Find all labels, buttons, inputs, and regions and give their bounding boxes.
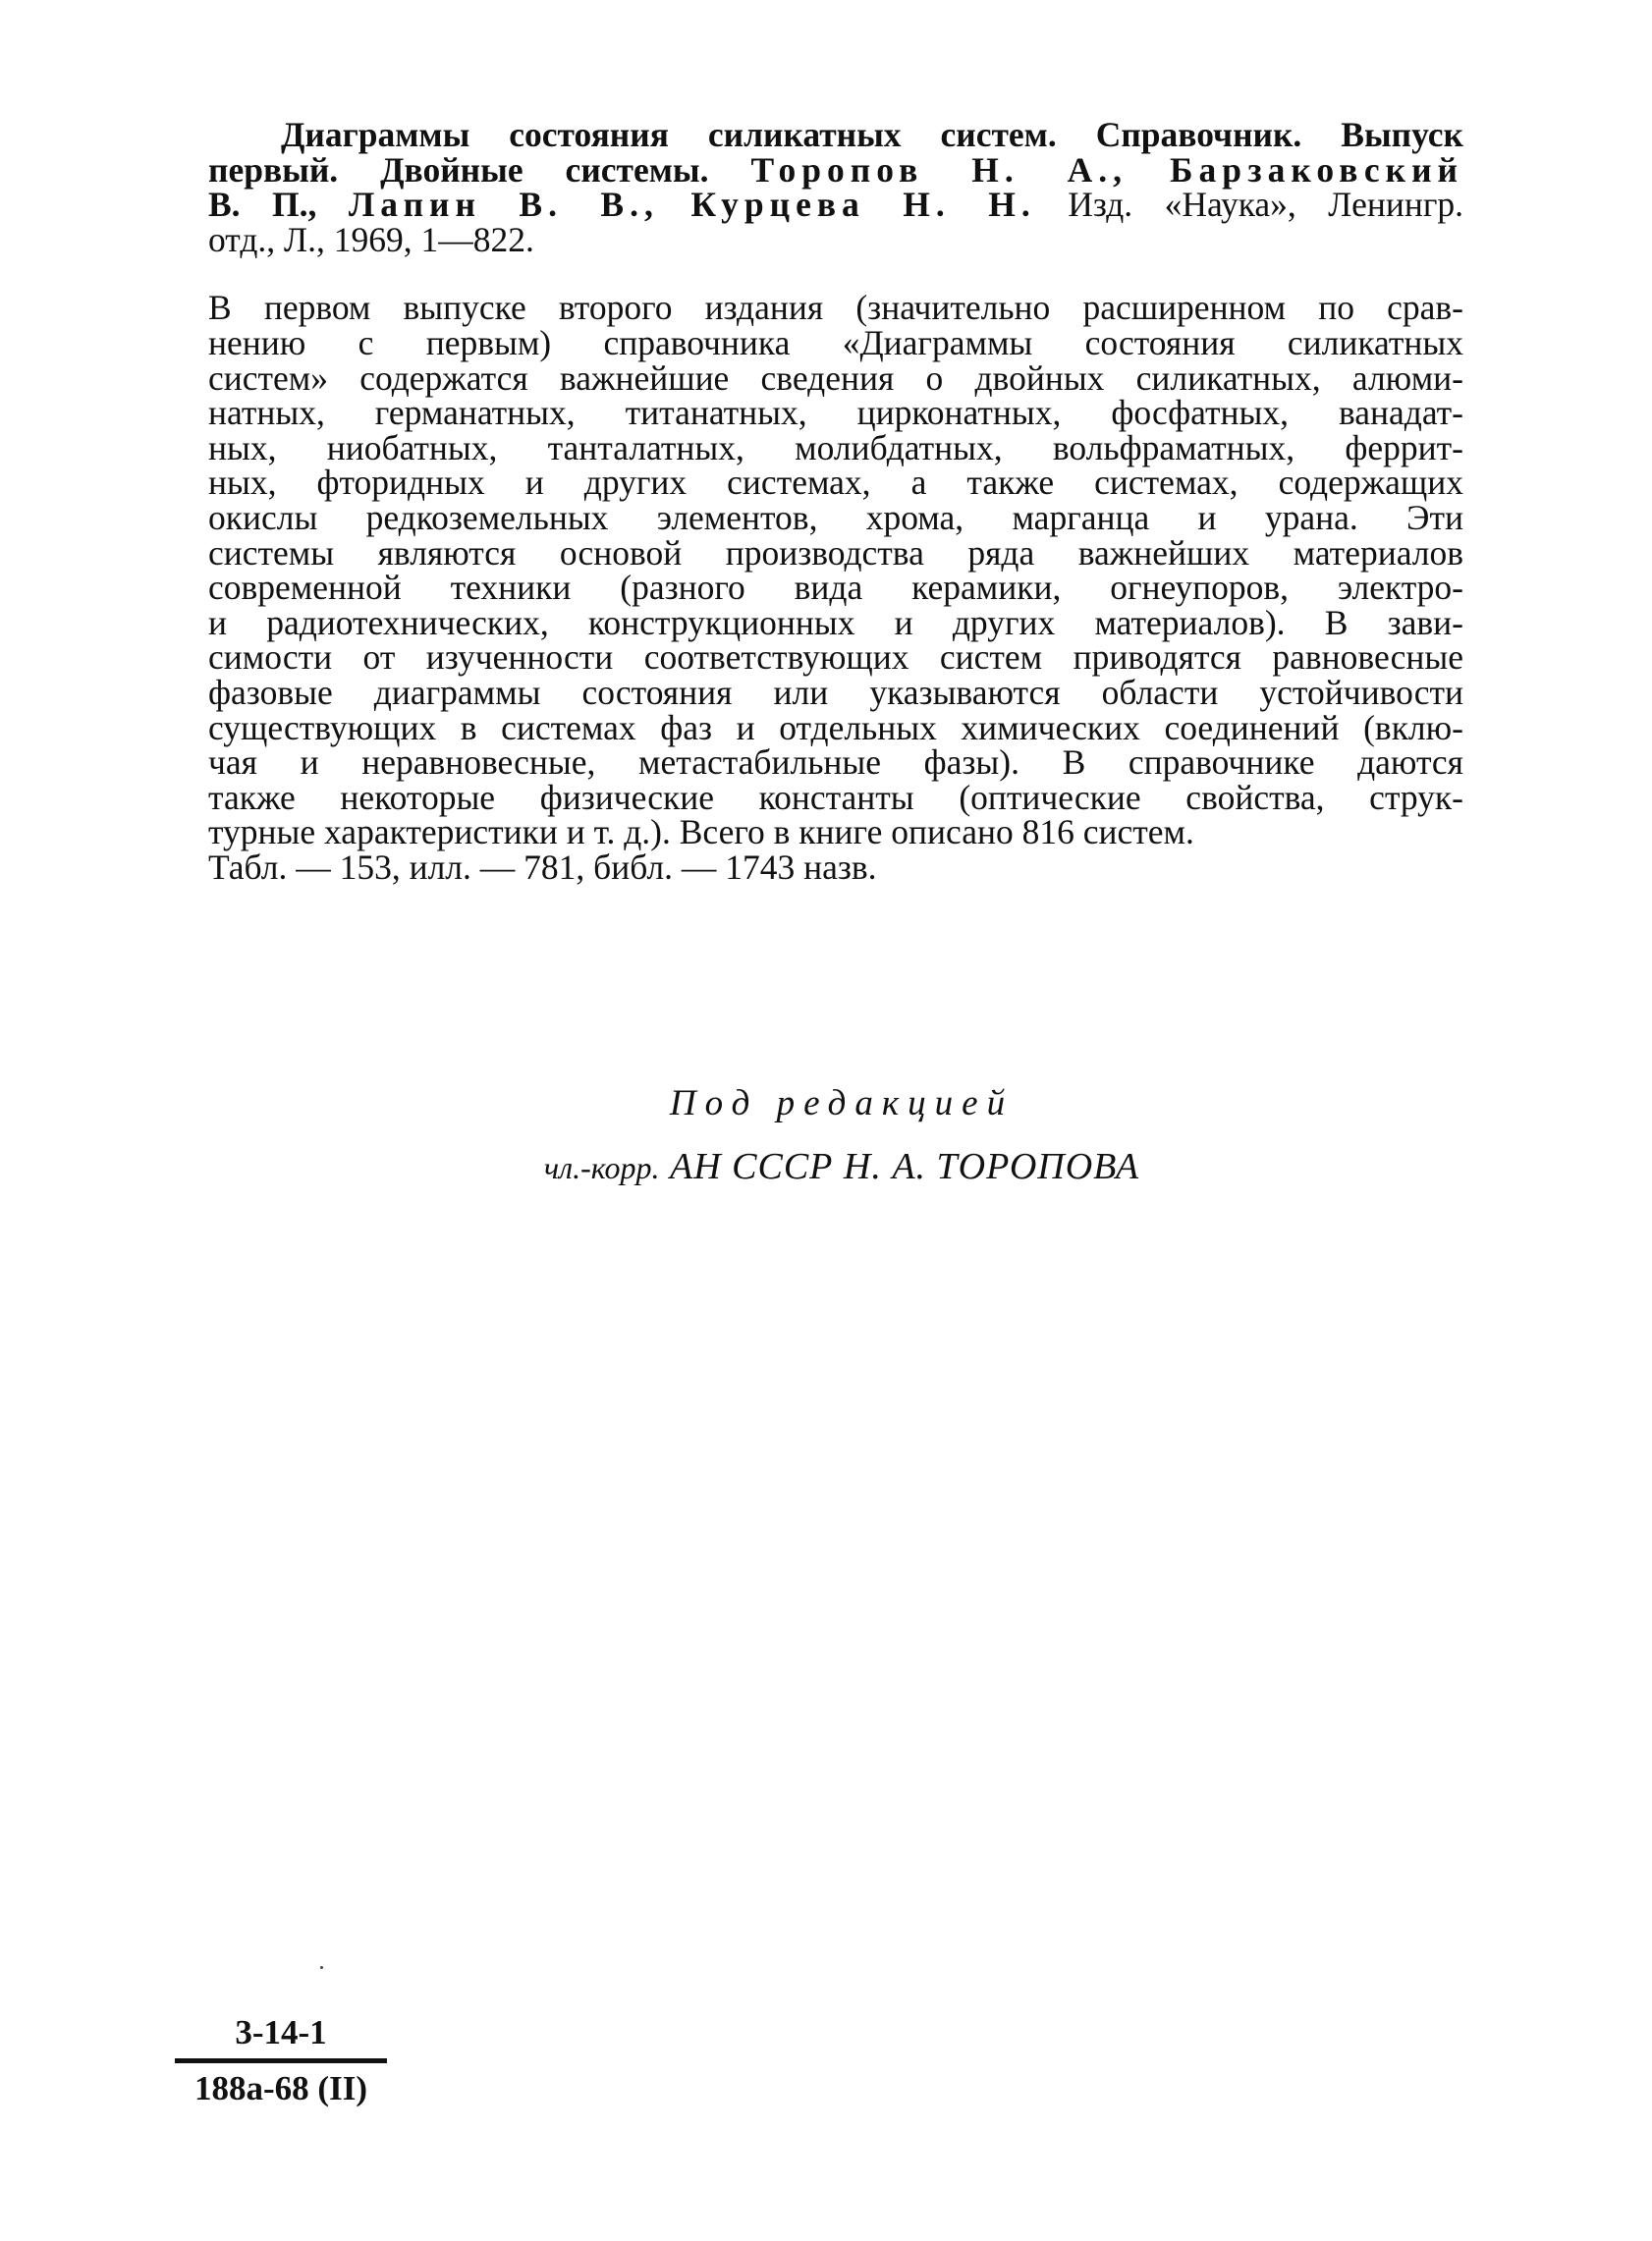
editor-heading: Под редакцией [669,1083,1015,1123]
abstract-line: системы являются основой производства ряда важнейших материалов [208,532,1463,573]
abstract-block [208,115,1464,887]
editor-name [0,1145,1652,1188]
abstract-line: современной техники (разного вида керамики, огнеупоров, электро- [208,568,1463,608]
abstract-line: В первом выпуске второго издания (значительно расширенном по срав- [208,288,1463,328]
book-title-part-2: первый. Двойные системы. [208,149,709,190]
bibliography-line-2 [208,149,1464,190]
author-kurtseva: Курцева Н. Н. [690,185,1036,225]
abstract-line: симости от изученности соответствующих систем приводятся равновесные [208,637,1463,678]
abstract-line: и радиотехнических, конструкционных и других материалов). В зави- [208,602,1463,642]
catalog-code-top: 3-14-1 [175,2013,387,2063]
author-barzakovsky-initials: В. П., [208,185,317,225]
abstract-line: турные характеристики и т. д.). Всего в книге описано 816 систем. [208,812,1194,852]
abstract-line: ных, фторидных и других системах, а также системах, содержащих [208,463,1463,503]
abstract-line: также некоторые физические константы (оптические свойства, струк- [208,777,1463,817]
abstract-line: систем» содержатся важнейшие сведения о двойных силикатных, алюми- [208,357,1463,398]
author-barzakovsky-surname: Барзаковский [1170,149,1464,190]
abstract-stats-line: Табл. — 153, илл. — 781, библ. — 1743 назв. [208,847,877,887]
abstract-line: фазовые диаграммы состояния или указываются области устойчивости [208,672,1463,712]
abstract-line: окислы редкоземельных элементов, хрома, марганца и урана. Эти [208,497,1463,537]
catalog-code-bottom: 188а-68 (II) [194,2069,367,2107]
print-speck [320,1966,323,1969]
book-title-part-1: Диаграммы состояния силикатных систем. Справочник. Выпуск [281,115,1463,154]
editor-fullname: АН СССР Н. А. ТОРОПОВА [669,1146,1140,1187]
editor-title: чл.-корр. [543,1150,660,1185]
abstract-paragraph [208,288,1463,887]
bibliography-line-1 [208,115,1463,154]
author-lapin: Лапин В. В., [348,185,659,225]
catalog-code [175,2013,387,2108]
publisher: Изд. «Наука», Ленингр. [1068,185,1464,225]
author-toropov: Торопов Н. А., [750,149,1129,190]
abstract-line: нению с первым) справочника «Диаграммы состояния силикатных [208,322,1463,362]
abstract-line: существующих в системах фаз и отдельных химических соединений (вклю- [208,707,1463,747]
bibliography-line-4: отд., Л., 1969, 1—822. [208,219,534,259]
abstract-line: натных, германатных, титанатных, цирконатных, фосфатных, ванадат- [208,393,1463,433]
bibliography-line-3 [208,185,1464,225]
abstract-line: ных, ниобатных, танталатных, молибдатных, вольфраматных, феррит- [208,427,1463,467]
abstract-line: чая и неравновесные, метастабильные фазы). В справочнике даются [208,742,1463,783]
